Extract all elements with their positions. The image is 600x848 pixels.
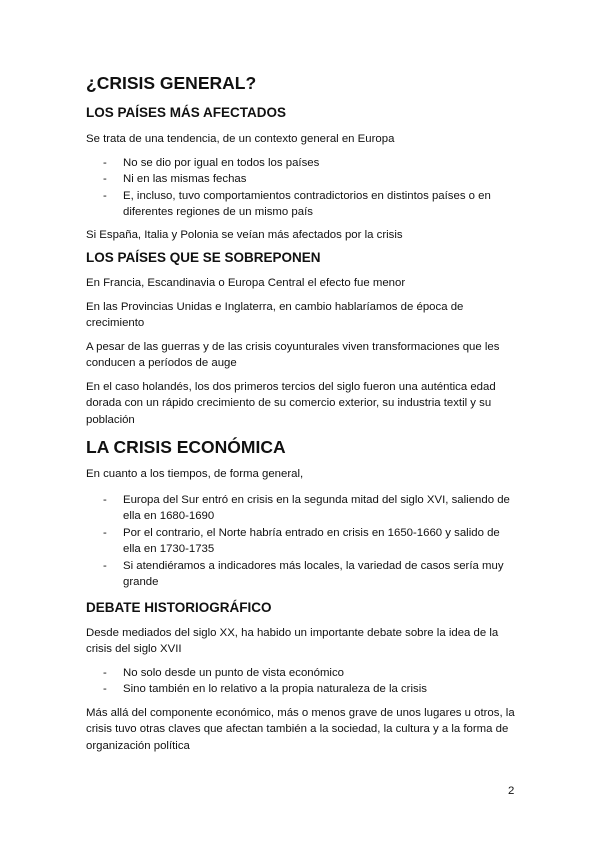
- document-page: [86, 70, 518, 754]
- list-item: - Si atendiéramos a indicadores más locales, la variedad de casos sería muy grande: [86, 558, 518, 591]
- paragraph: En las Provincias Unidas e Inglaterra, en cambio hablaríamos de época de crecimiento: [86, 300, 464, 329]
- section-title-crisis-economica: LA CRISIS ECONÓMICA: [86, 437, 286, 457]
- list-item: - Europa del Sur entró en crisis en la segunda mitad del siglo XVI, saliendo de ella en 1680-1690: [86, 492, 518, 525]
- intro-paragraph: En cuanto a los tiempos, de forma general,: [86, 468, 304, 480]
- paragraph: A pesar de las guerras y de las crisis coyunturales viven transformaciones que les conducen a períodos de auge: [86, 340, 500, 369]
- heading-debate-historiografico: DEBATE HISTORIOGRÁFICO: [86, 599, 272, 615]
- affected-bullet-list: [86, 155, 518, 221]
- section-title-crisis-general: ¿CRISIS GENERAL?: [86, 73, 257, 93]
- debate-intro-paragraph: Desde mediados del siglo XX, ha habido un importante debate sobre la idea de la crisis del siglo XVII: [86, 626, 499, 655]
- paragraph: En el caso holandés, los dos primeros tercios del siglo fueron una auténtica edad dorada con un rápido crecimiento de su comercio exterior, su industria textil y su población: [86, 380, 496, 426]
- paragraph: En Francia, Escandinavia o Europa Central el efecto fue menor: [86, 277, 406, 289]
- heading-paises-sobreponen: LOS PAÍSES QUE SE SOBREPONEN: [86, 250, 321, 265]
- intro-paragraph: Se trata de una tendencia, de un contexto general en Europa: [86, 133, 395, 145]
- list-item: - No solo desde un punto de vista económico: [86, 665, 518, 682]
- list-item: - Sino también en lo relativo a la propia naturaleza de la crisis: [86, 681, 518, 698]
- economic-bullet-list: [86, 492, 518, 591]
- closing-paragraph: Más allá del componente económico, más o menos grave de unos lugares u otros, la crisis tuvo otras claves que afectan también a la sociedad, la cultura y a la forma de organización política: [86, 706, 515, 752]
- page-number: 2: [508, 785, 515, 797]
- affected-countries-paragraph: Si España, Italia y Polonia se veían más afectados por la crisis: [86, 228, 403, 241]
- list-item: - No se dio por igual en todos los países: [86, 155, 518, 172]
- list-item: - E, incluso, tuvo comportamientos contradictorios en distintos países o en diferentes regiones de un mismo país: [86, 188, 518, 221]
- list-item: - Ni en las mismas fechas: [86, 171, 518, 188]
- list-item: - Por el contrario, el Norte habría entrado en crisis en 1650-1660 y salido de ella en 1730-1735: [86, 525, 518, 558]
- debate-bullet-list: [86, 665, 518, 698]
- heading-paises-afectados: LOS PAÍSES MÁS AFECTADOS: [86, 105, 287, 120]
